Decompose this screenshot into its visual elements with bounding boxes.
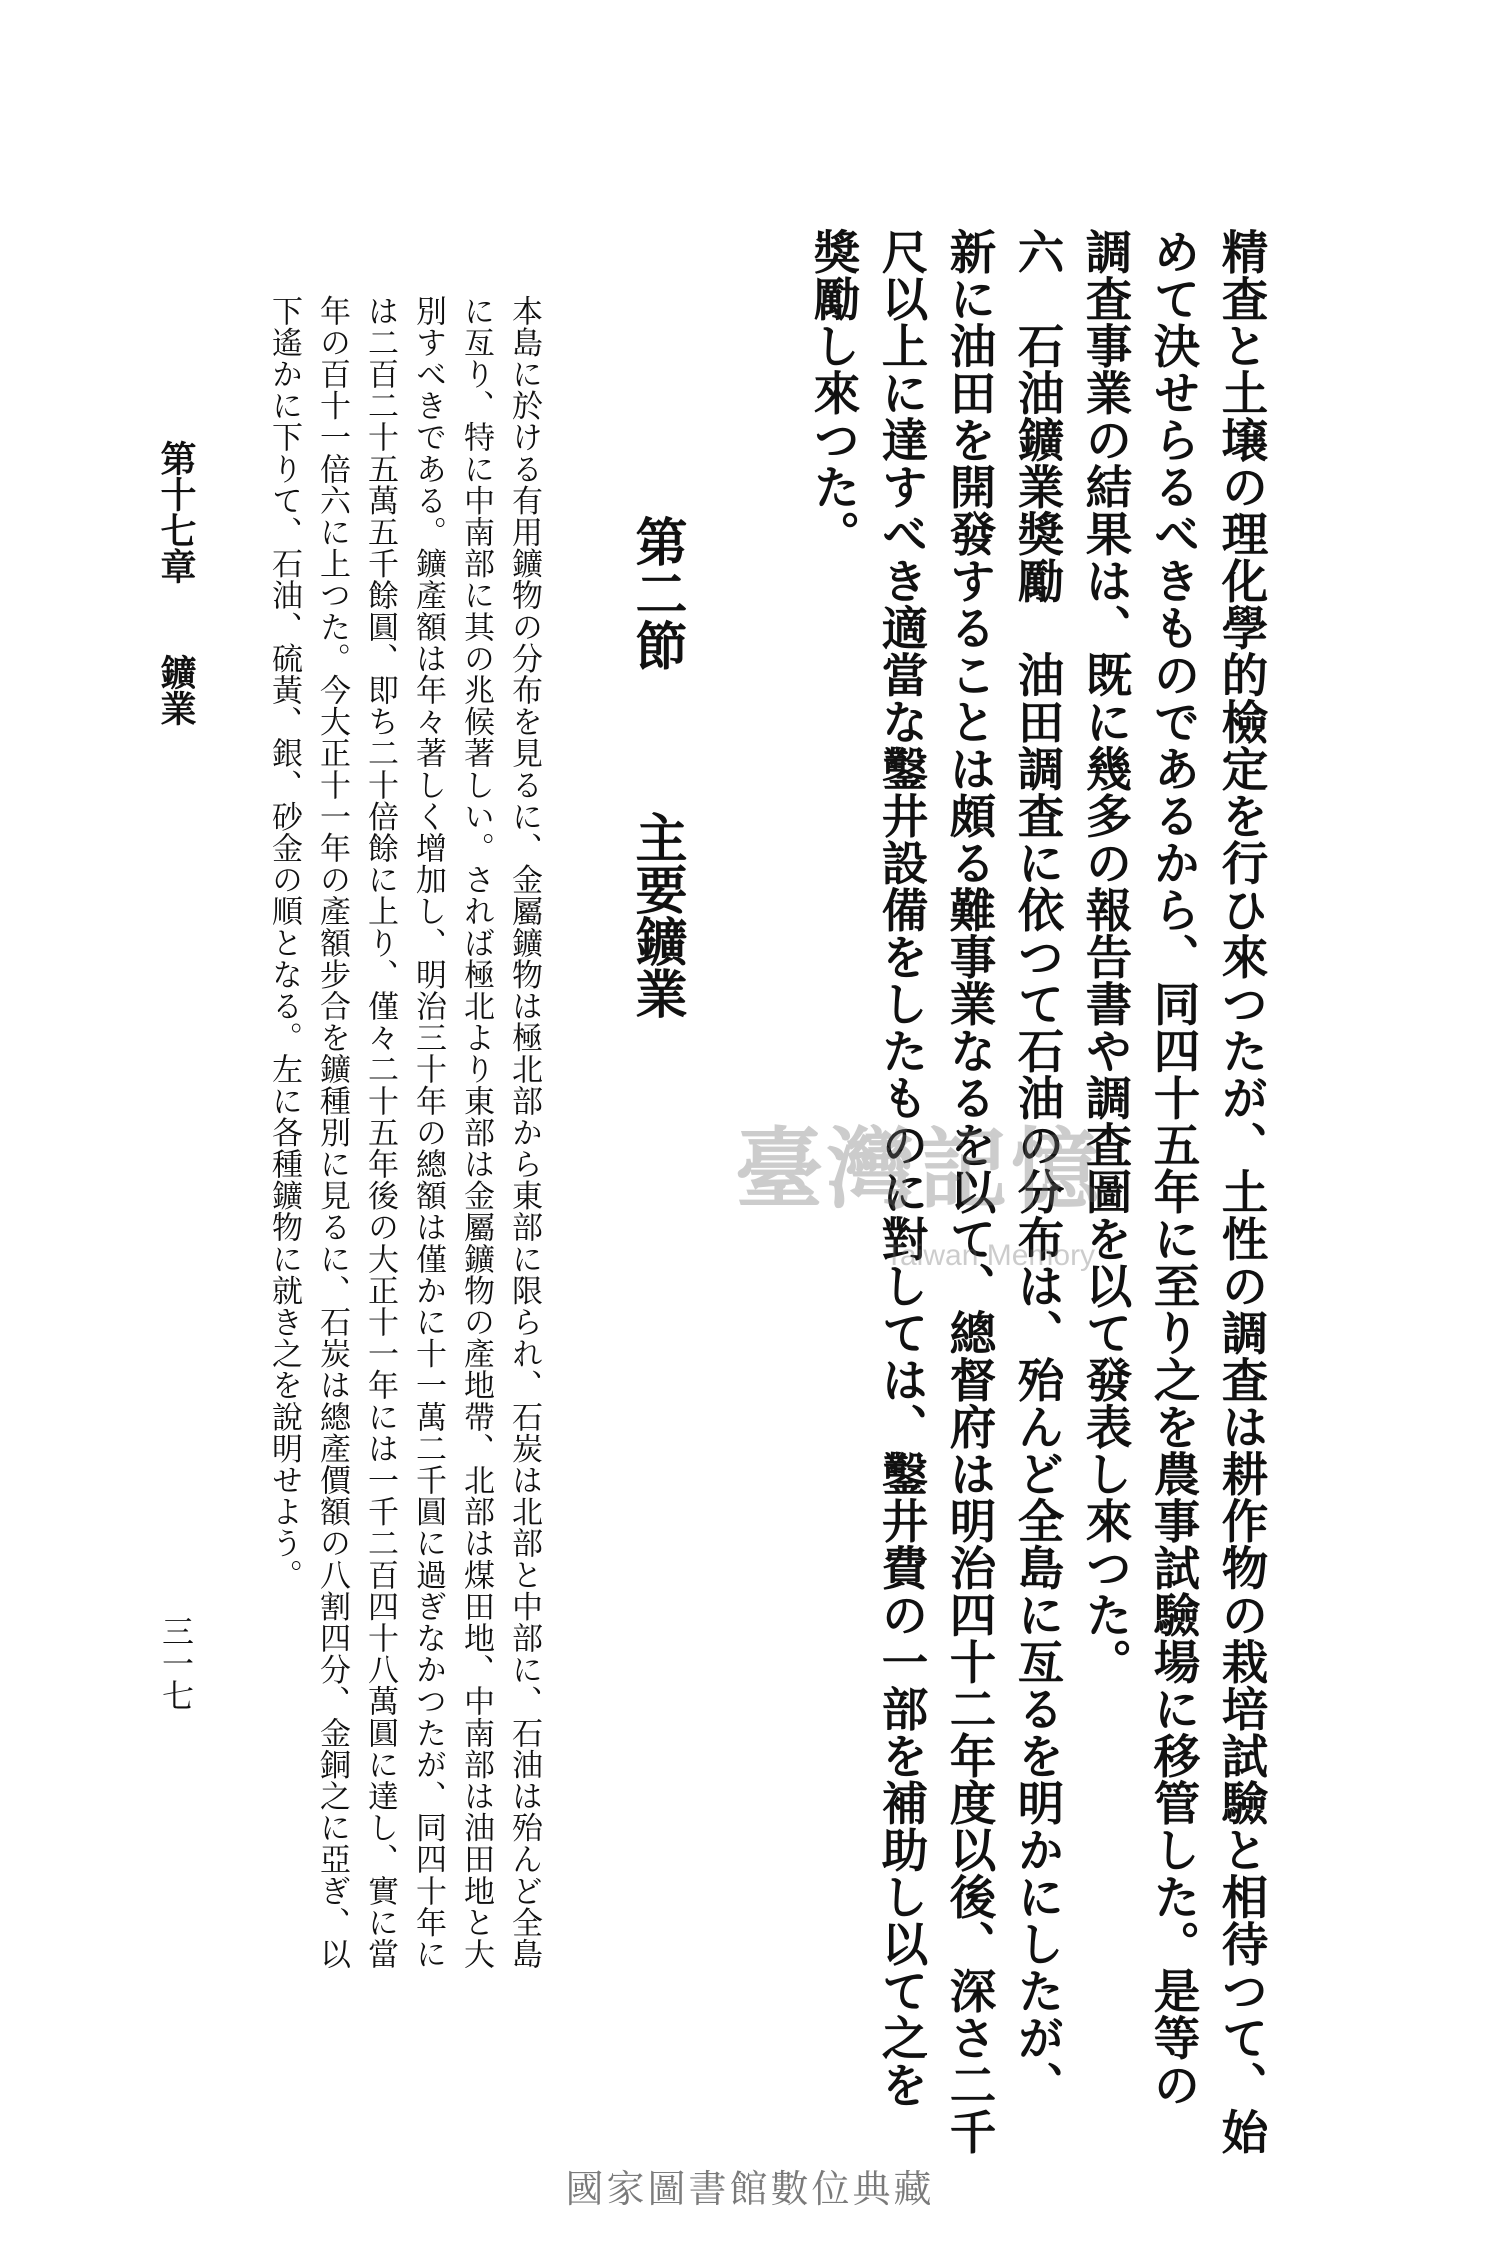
lower-text-line: 年の百十一倍六に上つた。今大正十一年の產額步合を鑛種別に見るに、石炭は總產價額の八割四分、金銅之に亞ぎ、以 [314, 295, 350, 1970]
upper-text-line: 調査事業の結果は、既に幾多の報告書や調査圖を以て發表し來つた。 [1078, 228, 1134, 1685]
chapter-label: 第十七章 [155, 440, 197, 584]
running-header [155, 440, 197, 726]
watermark-latin-text: Taiwan Memory [885, 1239, 1096, 1272]
chapter-title: 鑛業 [155, 654, 197, 726]
lower-text-line: 別すべきである。鑛產額は年々著しく增加し、明治三十年の總額は僅かに十一萬二千圓に過ぎなかつたが、同四十年に [410, 295, 446, 1970]
section-number: 第二節 [626, 515, 687, 671]
section-title: 主要鑛業 [626, 811, 687, 1019]
watermark-text: 臺灣記憶 [735, 1117, 1104, 1221]
page-number: 三一七 [157, 1615, 195, 1711]
upper-text-line: 新に油田を開發することは頗る難事業なるを以て、總督府は明治四十二年度以後、深さ二千 [942, 228, 998, 2155]
lower-text-line: は二百二十五萬五千餘圓、即ち二十倍餘に上り、僅々二十五年後の大正十一年には一千二百四十八萬圓に達し、實に當 [362, 295, 398, 1970]
footer-caption: 國家圖書館數位典藏 [565, 2167, 935, 2211]
lower-text-line: 下遙かに下りて、石油、硫黃、銀、砂金の順となる。左に各種鑛物に就き之を說明せよう。 [266, 295, 302, 1591]
upper-text-line: 六 石油鑛業獎勵 油田調査に依つて石油の分布は、殆んど全島に亙るを明かにしたが、 [1010, 228, 1066, 2108]
lower-text-line: に亙り、特に中南部に其の兆候著しい。されば極北より東部は金屬鑛物の產地帶、北部は煤田地、中南部は油田地と大 [458, 295, 494, 1970]
upper-text-line: 尺以上に達すべき適當な鑿井設備をしたものに對しては、鑿井費の一部を補助し以て之を [874, 228, 930, 2108]
upper-text-line: めて決せらるべきものであるから、同四十五年に至り之を農事試驗場に移管した。是等の [1146, 228, 1202, 2108]
upper-text-line: 獎勵し來つた。 [806, 228, 862, 557]
lower-text-line: 本島に於ける有用鑛物の分布を見るに、金屬鑛物は極北部から東部に限られ、石炭は北部と中部に、石油は殆んど全島 [506, 295, 542, 1970]
upper-text-line: 精査と土壌の理化學的檢定を行ひ來つたが、土性の調査は耕作物の栽培試驗と相待つて、始 [1214, 228, 1270, 2155]
section-heading [626, 515, 687, 1019]
